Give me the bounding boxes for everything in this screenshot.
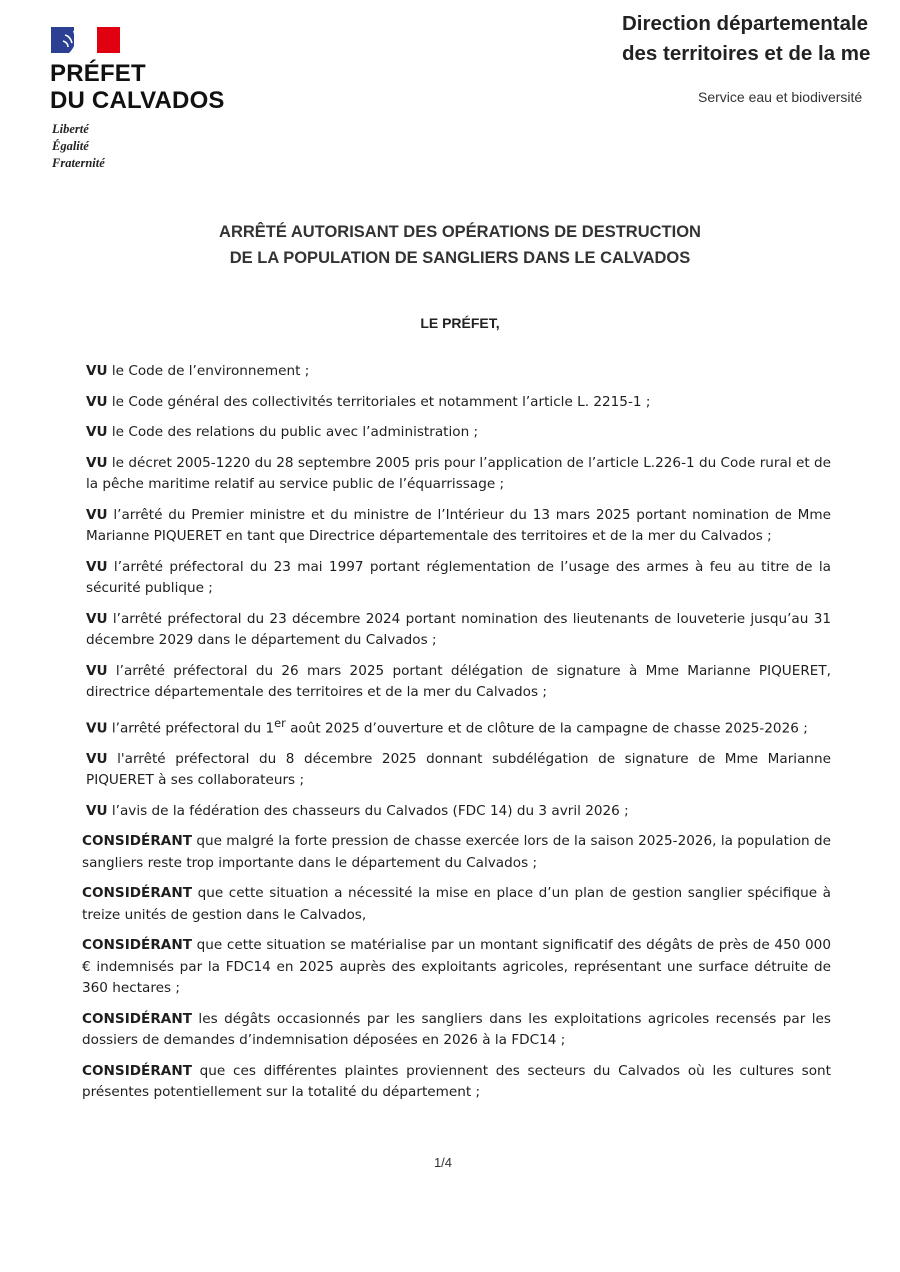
vu-keyword: VU [86,662,108,679]
vu-paragraph [82,505,831,548]
title-line-1: ARRÊTÉ AUTORISANT DES OPÉRATIONS DE DESTRUCTION [219,223,701,241]
considerant-keyword: CONSIDÉRANT [82,937,192,954]
page-number: 1/4 [433,1155,453,1170]
motto-fraternite: Fraternité [52,156,105,170]
vu-text-after: août 2025 d’ouverture et de clôture de la campagne de chasse 2025-2026 ; [285,720,808,737]
considerant-text: que cette situation a nécessité la mise en place d’un plan de gestion sanglier spécifique à treize unités de gestion dans le Calvados, [82,885,831,923]
vu-text: l’arrêté préfectoral du 23 mai 1997 portant réglementation de l’usage des armes à feu au titre de la sécurité publique ; [86,558,831,596]
vu-keyword: VU [86,363,108,379]
vu-keyword: VU [86,454,108,471]
document-title [0,219,900,271]
document-body [82,361,831,1113]
direction-line-2: des territoires et de la me [622,42,871,65]
prefecture-line-2: DU CALVADOS [50,87,225,114]
vu-paragraph [82,453,831,496]
considerant-paragraph [82,1061,831,1104]
vu-paragraph [82,422,831,444]
motto-egalite: Égalité [52,139,89,153]
title-line-2: DE LA POPULATION DE SANGLIERS DANS LE CALVADOS [229,249,691,267]
vu-paragraph [82,557,831,600]
considerant-keyword: CONSIDÉRANT [82,1062,192,1079]
considerant-text: les dégâts occasionnés par les sangliers dans les exploitations agricoles recensés par les dossiers de demandes d’indemnisation déposées en 2026 à la FDC14 ; [82,1010,831,1049]
vu-keyword: VU [86,802,108,819]
considerant-paragraph [82,883,831,926]
considerant-keyword: CONSIDÉRANT [82,1010,192,1027]
vu-text: l'arrêté préfectoral du 8 décembre 2025 donnant subdélégation de signature de Mme Marianne PIQUERET à ses collaborateurs ; [86,750,831,789]
vu-superscript: er [274,715,286,730]
vu-keyword: VU [86,750,108,767]
marianne-logo [51,27,120,53]
vu-keyword: VU [86,424,108,440]
considerant-text: que malgré la forte pression de chasse exercée lors de la saison 2025-2026, la population de sangliers reste trop importante dans le département du Calvados ; [82,833,831,871]
considerant-keyword: CONSIDÉRANT [82,833,192,850]
vu-text: le Code général des collectivités territoriales et notamment l’article L. 2215-1 ; [107,393,651,410]
vu-keyword: VU [86,393,108,410]
authority-heading: LE PRÉFET, [420,315,500,331]
vu-paragraph [82,801,831,823]
vu-text: l’arrêté du Premier ministre et du ministre de l’Intérieur du 13 mars 2025 portant nomination de Mme Marianne PIQUERET en tant que Directrice départementale des territoires et de la mer du Calvados ; [86,506,831,544]
direction-line-1: Direction départementale [622,12,869,35]
vu-text: l’arrêté préfectoral du 23 décembre 2024 portant nomination des lieutenants de louveterie jusqu’au 31 décembre 2029 dans le département du Calvados ; [86,610,831,648]
vu-text: l’avis de la fédération des chasseurs du Calvados (FDC 14) du 3 avril 2026 ; [107,802,629,819]
logo-red-band [97,27,120,53]
vu-text: le décret 2005-1220 du 28 septembre 2005 pris pour l’application de l’article L.226-1 du Code rural et de la pêche maritime relatif au service public de l’équarrissage ; [86,454,831,492]
vu-keyword: VU [86,558,108,575]
considerant-paragraph [82,831,831,874]
prefecture-line-1: PRÉFET [50,60,146,87]
considerant-paragraph [82,935,831,1000]
vu-keyword: VU [86,610,108,627]
vu-paragraph [82,713,831,740]
motto-liberte: Liberté [52,122,89,136]
vu-paragraph [82,361,831,383]
direction-name [622,9,900,69]
prefecture-name [50,60,225,114]
vu-text: l’arrêté préfectoral du 1 [107,720,275,737]
vu-paragraph [82,749,831,792]
vu-paragraph [82,392,831,414]
vu-text: le Code de l’environnement ; [107,363,310,379]
considerant-paragraph [82,1009,831,1052]
vu-paragraph [82,661,831,704]
considerant-text: que cette situation se matérialise par un montant significatif des dégâts de près de 450 000 € indemnisés par la FDC14 en 2025 auprès des exploitants agricoles, représentant une surface détruite de 360 hectares ; [82,937,831,997]
vu-keyword: VU [86,720,108,737]
vu-keyword: VU [86,506,108,523]
vu-text: le Code des relations du public avec l’administration ; [107,424,479,440]
republic-motto [52,121,105,172]
vu-text: l’arrêté préfectoral du 26 mars 2025 portant délégation de signature à Mme Marianne PIQUERET, directrice départementale des territoires et de la mer du Calvados ; [86,662,831,700]
vu-paragraph [82,609,831,652]
service-name: Service eau et biodiversité [698,89,863,105]
considerant-text: que ces différentes plaintes proviennent des secteurs du Calvados où les cultures sont présentes potentiellement sur la totalité du département ; [82,1062,831,1101]
considerant-keyword: CONSIDÉRANT [82,885,192,902]
